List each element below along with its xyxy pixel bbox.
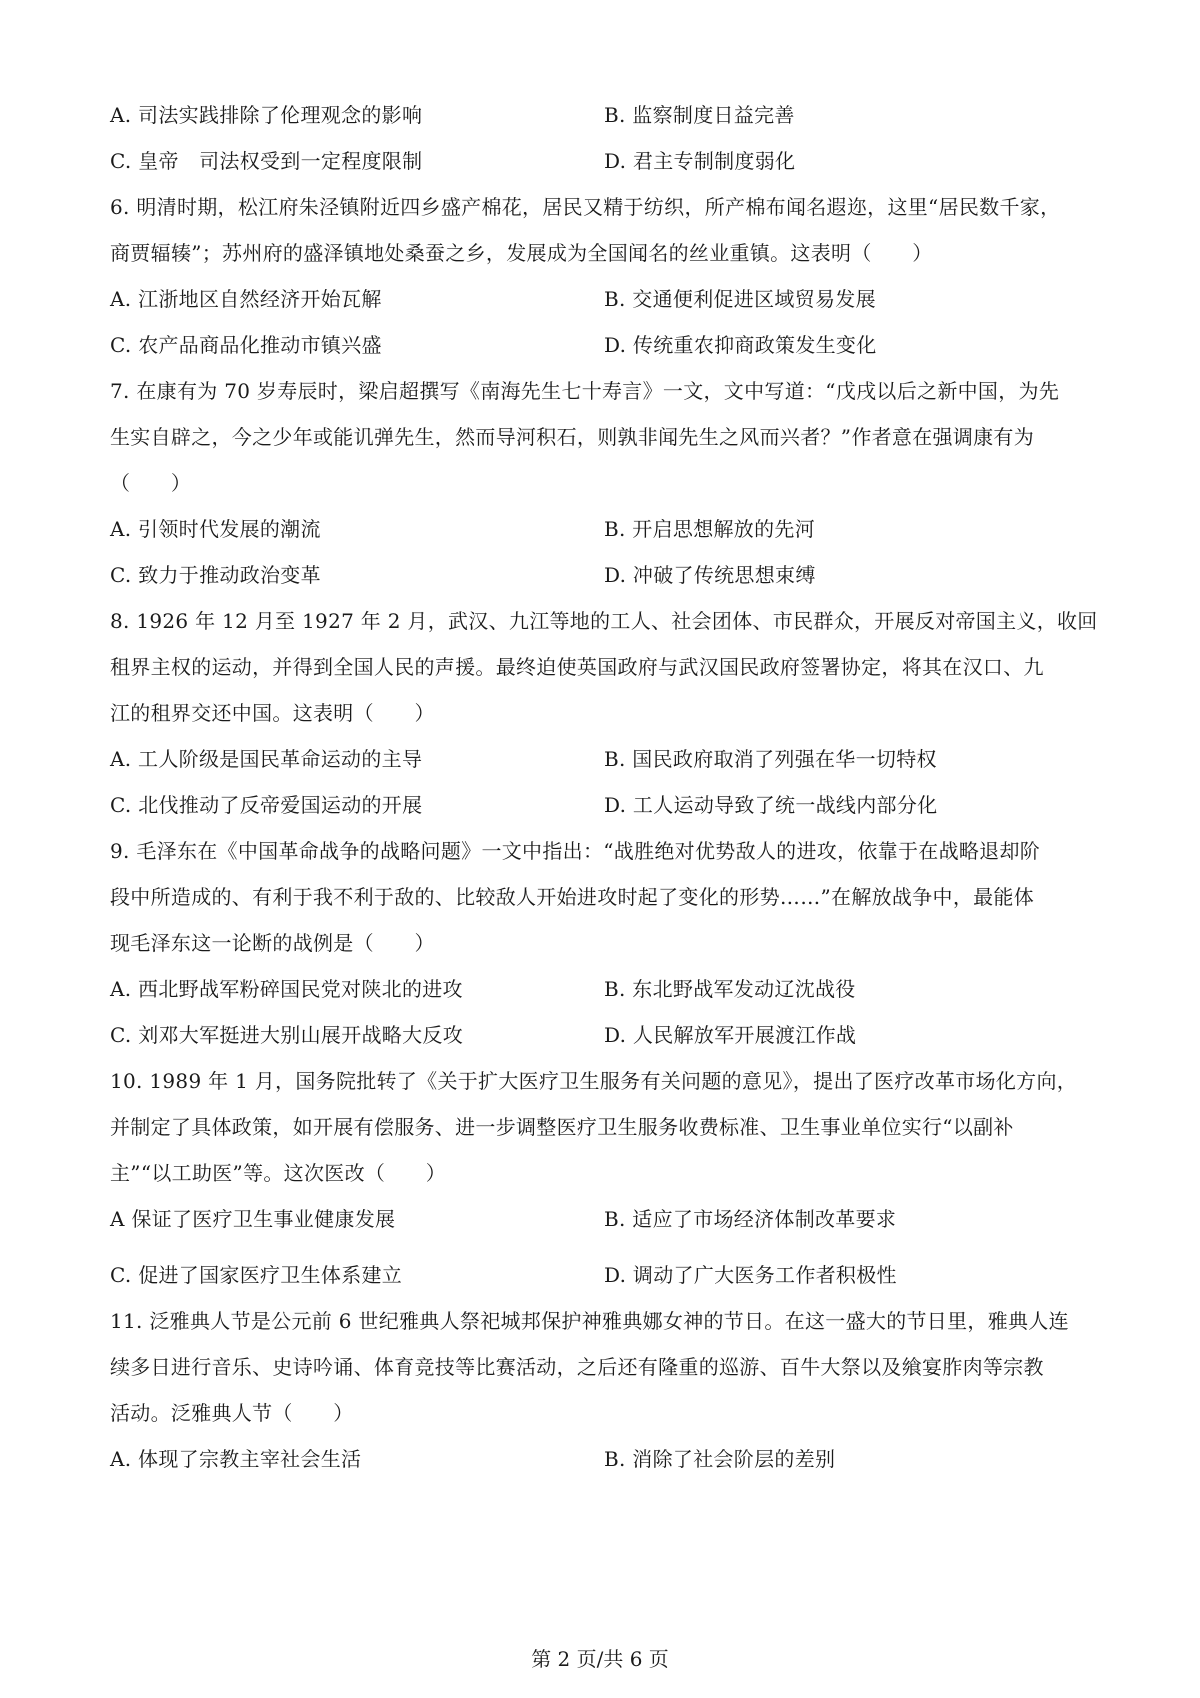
q11-option-b: B. 消除了社会阶层的差别 <box>604 1447 836 1471</box>
q5-option-c: C. 皇帝 司法权受到一定程度限制 <box>110 149 423 173</box>
q11-option-a: A. 体现了宗教主宰社会生活 <box>110 1447 362 1471</box>
q7-stem-line-1: 7. 在康有为 70 岁寿辰时，梁启超撰写《南海先生七十寿言》一文，文中写道：“戊戌以后之新中国，为先 <box>110 379 1060 403</box>
q8-option-d: D. 工人运动导致了统一战线内部分化 <box>604 793 938 817</box>
q7-stem-line-2: 生实自辟之，今之少年或能讥弹先生，然而导河积石，则孰非闻先生之风而兴者？”作者意在强调康有为 <box>110 425 1035 449</box>
q10-stem-line-2: 并制定了具体政策，如开展有偿服务、进一步调整医疗卫生服务收费标准、卫生事业单位实行“以副补 <box>110 1115 1014 1139</box>
spacer <box>110 1242 1110 1252</box>
q9-option-b: B. 东北野战军发动辽沈战役 <box>604 977 856 1001</box>
q6-stem-line-1: 6. 明清时期，松江府朱泾镇附近四乡盛产棉花，居民又精于纺织，所产棉布闻名遐迩，这里“居民数千家， <box>110 195 1061 219</box>
q10-stem-line-1: 10. 1989 年 1 月，国务院批转了《关于扩大医疗卫生服务有关问题的意见》，提出了医疗改革市场化方向， <box>110 1069 1078 1093</box>
q7-option-d: D. 冲破了传统思想束缚 <box>604 563 816 587</box>
q8-option-b: B. 国民政府取消了列强在华一切特权 <box>604 747 937 771</box>
q9-options-row-2 <box>110 1012 1110 1058</box>
page-number-footer: 第 2 页/共 6 页 <box>531 1647 669 1671</box>
q10-options-row-1 <box>110 1196 1110 1242</box>
q6-option-c: C. 农产品商品化推动市镇兴盛 <box>110 333 382 357</box>
q11-options-row-1 <box>110 1436 1110 1482</box>
q7-options-row-1 <box>110 506 1110 552</box>
q11-stem-line-2: 续多日进行音乐、史诗吟诵、体育竞技等比赛活动，之后还有隆重的巡游、百牛大祭以及飨宴胙肉等宗教 <box>110 1355 1044 1379</box>
q7-option-c: C. 致力于推动政治变革 <box>110 563 321 587</box>
q5-option-d: D. 君主专制制度弱化 <box>604 149 796 173</box>
q5-option-a: A. 司法实践排除了伦理观念的影响 <box>110 103 423 127</box>
q11-stem-line-1: 11. 泛雅典人节是公元前 6 世纪雅典人祭祀城邦保护神雅典娜女神的节日。在这一盛大的节日里，雅典人连 <box>110 1309 1069 1333</box>
q7-option-a: A. 引领时代发展的潮流 <box>110 517 321 541</box>
q8-stem-line-2: 租界主权的运动，并得到全国人民的声援。最终迫使英国政府与武汉国民政府签署协定，将其在汉口、九 <box>110 655 1044 679</box>
q8-options-row-1 <box>110 736 1110 782</box>
q8-options-row-2 <box>110 782 1110 828</box>
q8-stem-line-1: 8. 1926 年 12 月至 1927 年 2 月，武汉、九江等地的工人、社会团体、市民群众，开展反对帝国主义，收回 <box>110 609 1098 633</box>
q6-option-b: B. 交通便利促进区域贸易发展 <box>604 287 876 311</box>
q9-stem-line-2: 段中所造成的、有利于我不利于敌的、比较敌人开始进攻时起了变化的形势……”在解放战争中，最能体 <box>110 885 1035 909</box>
q10-option-c: C. 促进了国家医疗卫生体系建立 <box>110 1263 403 1287</box>
q7-stem-line-3: （ ） <box>110 471 192 495</box>
q9-stem-line-1: 9. 毛泽东在《中国革命战争的战略问题》一文中指出：“战胜绝对优势敌人的进攻，依靠于在战略退却阶 <box>110 839 1041 863</box>
q10-option-b: B. 适应了市场经济体制改革要求 <box>604 1207 897 1231</box>
q5-options-row-2 <box>110 138 1110 184</box>
q11-stem-line-3: 活动。泛雅典人节（ ） <box>110 1401 354 1425</box>
q10-stem-line-3: 主”“以工助医”等。这次医改（ ） <box>110 1161 447 1185</box>
q7-option-b: B. 开启思想解放的先河 <box>604 517 816 541</box>
exam-page-content <box>110 92 1110 1482</box>
q6-option-a: A. 江浙地区自然经济开始瓦解 <box>110 287 382 311</box>
q10-options-row-2 <box>110 1252 1110 1298</box>
q10-option-a: A 保证了医疗卫生事业健康发展 <box>110 1207 396 1231</box>
q5-option-b: B. 监察制度日益完善 <box>604 103 795 127</box>
q5-options-row-1 <box>110 92 1110 138</box>
q6-options-row-1 <box>110 276 1110 322</box>
q9-options-row-1 <box>110 966 1110 1012</box>
q9-option-c: C. 刘邓大军挺进大别山展开战略大反攻 <box>110 1023 464 1047</box>
q6-option-d: D. 传统重农抑商政策发生变化 <box>604 333 877 357</box>
q10-option-d: D. 调动了广大医务工作者积极性 <box>604 1263 897 1287</box>
q8-option-a: A. 工人阶级是国民革命运动的主导 <box>110 747 423 771</box>
q9-stem-line-3: 现毛泽东这一论断的战例是（ ） <box>110 931 435 955</box>
q6-options-row-2 <box>110 322 1110 368</box>
q7-options-row-2 <box>110 552 1110 598</box>
q8-stem-line-3: 江的租界交还中国。这表明（ ） <box>110 701 435 725</box>
q9-option-d: D. 人民解放军开展渡江作战 <box>604 1023 857 1047</box>
q8-option-c: C. 北伐推动了反帝爱国运动的开展 <box>110 793 423 817</box>
q6-stem-line-2: 商贾辐辏”；苏州府的盛泽镇地处桑蚕之乡，发展成为全国闻名的丝业重镇。这表明（ ） <box>110 241 933 265</box>
q9-option-a: A. 西北野战军粉碎国民党对陕北的进攻 <box>110 977 463 1001</box>
